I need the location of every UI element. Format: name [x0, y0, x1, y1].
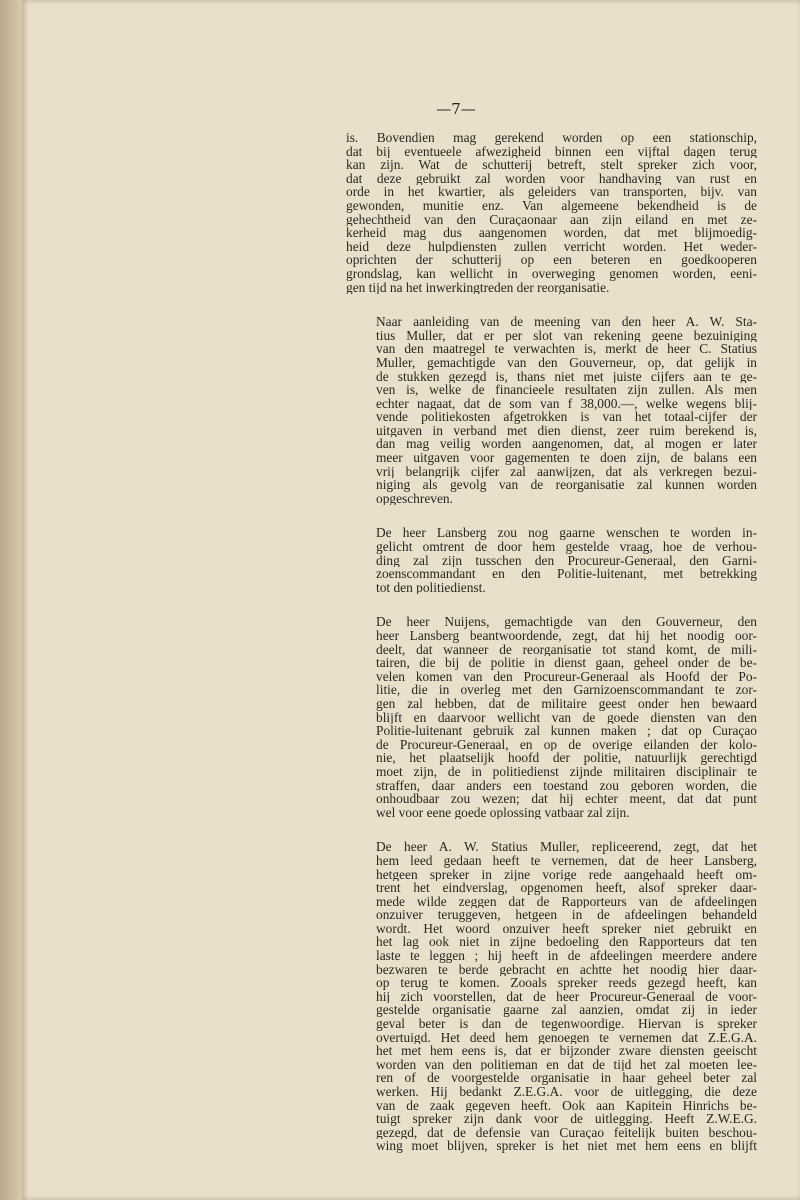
text-line: gezegd, dat de defensie van Curaçao feitelijk buiten beschou- [376, 1125, 757, 1140]
text-line: geval beter is dan de tegenwoordige. Hiervan is spreker [376, 1017, 757, 1031]
text-line: tairen, die bij de politie in dienst gaan, geheel onder de be- [376, 656, 757, 670]
text-line: is. Bovendien mag gerekend worden op een stationschip, [346, 131, 757, 145]
text-line: hem leed gedaan heeft te vernemen, dat de heer Lansberg, [376, 853, 757, 868]
text-line: gehechtheid van den Curaçaonaar aan zijn eiland en met ze- [346, 212, 757, 227]
text-line: de stukken gezegd is, thans niet met juiste cijfers aan te ge- [376, 369, 757, 384]
text-line: wing moet blijven, spreker is het niet met hem eens en blijft [376, 1139, 757, 1153]
page-edge [0, 0, 22, 1200]
text-line: moet zijn, de in politiedienst zijnde militairen disciplinair te [376, 764, 757, 779]
text-line: vrij belangrijk cijfer zal aanwijzen, dat als verkregen bezui- [376, 464, 757, 479]
text-line: dat bij eventueele afwezigheid binnen een vijftal dagen terug [346, 144, 757, 159]
text-line: gestelde organisatie gaarne zal aanzien, omdat zij in ieder [376, 1003, 757, 1018]
text-line: oprichten der schutterij op een beteren en goedkooperen [346, 253, 757, 267]
text-line: heid deze hulpdiensten zullen verricht worden. Het weder- [346, 239, 757, 254]
text-line: grondslag, kan wellicht in overweging genomen worden, eeni- [346, 266, 757, 281]
text-line: deelt, dat wanneer de reorganisatie tot stand komt, de mili- [376, 642, 757, 657]
text-line: Politie-luitenant gebruik zal kunnen maken ; dat op Curaçao [376, 724, 757, 738]
text-line: onzuiver teruggeven, hetgeen in de afdeelingen behandeld [376, 908, 757, 922]
text-line: tot den politiedienst. [376, 580, 486, 595]
text-line: het met hem eens is, dat er bijzonder zware diensten geeischt [376, 1044, 757, 1058]
text-line: bezwaren te berde gebracht en achtte het noodig hier daar- [376, 962, 757, 977]
text-line: straffen, daar anders een toestand zou geboren worden, die [376, 778, 757, 793]
text-line: het lag ook niet in zijne bedoeling den Rapporteurs dat ten [376, 935, 757, 950]
text-line: niging als gevolg van de reorganisatie zal kunnen worden [376, 478, 757, 492]
text-line: van de zaak gegeven heeft. Ook aan Kapitein Hinrichs be- [376, 1098, 757, 1113]
text-line: trent het eindverslag, opgenomen heeft, alsof spreker daar- [376, 881, 757, 895]
text-line: hetgeen spreker in zijne vorige rede aangehaald heeft om- [376, 867, 757, 882]
text-line: wel voor eene goede oplossing vatbaar zal zijn. [376, 805, 630, 820]
text-line: velen komen van den Procureur-Generaal als Hoofd der Po- [376, 669, 757, 684]
text-line: gen tijd na het inwerkingtreden der reorganisatie. [346, 280, 610, 295]
text-line: hij zich voorstellen, dat de heer Procureur-Generaal de voor- [376, 989, 757, 1004]
body-text [346, 131, 757, 1174]
text-line: worden van den politieman en dat de tijd het zal moeten lee- [376, 1057, 757, 1072]
text-line: laste te leggen ; hij heeft in de afdeelingen meerdere andere [376, 949, 757, 963]
text-line: De heer Nuijens, gemachtigde van den Gouverneur, den [376, 615, 757, 629]
text-line: vende politiekosten afgetrokken is van het totaal-cijfer der [376, 410, 757, 424]
text-line: dan mag veilig worden aangenomen, dat, al mogen er later [376, 437, 757, 452]
text-line: de Procureur-Generaal, en op de overige eilanden der kolo- [376, 737, 757, 752]
text-line: uitgaven in verband met dien dienst, zeer ruim berekend is, [376, 423, 757, 438]
text-line: blijft en daarvoor wellicht van de goede diensten van den [376, 710, 757, 725]
text-line: werken. Hij bedankt Z.E.G.A. voor de uitlegging, die deze [376, 1085, 757, 1099]
text-line: gen zal hebben, dat de militaire geest onder hen bewaard [376, 696, 757, 711]
paragraph-4 [346, 615, 757, 819]
text-line: overtuigd. Het deed hem genoegen te vernemen dat Z.E.G.A. [376, 1030, 757, 1045]
text-line: op terug te komen. Zooals spreker reeds gezegd heeft, kan [376, 976, 757, 990]
text-line: Naar aanleiding van de meening van den heer A. W. Sta- [376, 315, 757, 329]
text-line: ren of de voorgestelde organisatie in haar geheel beter zal [376, 1071, 757, 1085]
text-line: ding zal zijn tusschen den Procureur-Generaal, den Garni- [376, 553, 757, 568]
text-line: ven is, welke de financieele resultaten zijn zullen. Als men [376, 383, 757, 397]
text-line: dat deze gebruikt zal worden voor handhaving van rust en [346, 171, 757, 186]
text-line: gewonden, munitie enz. Van algemeene bekendheid is de [346, 198, 757, 213]
text-line: zoenscommandant en den Politie-luitenant, met betrekking [376, 567, 757, 581]
text-line: litie, die in overleg met den Garnizoenscommandant te zor- [376, 683, 757, 697]
text-line: Muller, gemachtigde van den Gouverneur, op, dat gelijk in [376, 355, 757, 370]
text-line: meer uitgaven voor gagementen te doen zijn, de balans een [376, 451, 757, 465]
text-line: van den maatregel te verwachten is, merkt de heer C. Statius [376, 342, 757, 356]
text-line: kerheid mag dus aangenomen worden, dat met blijmoedig- [346, 226, 757, 240]
text-line: tuigt spreker zijn dank voor de uitlegging. Heeft Z.W.E.G. [376, 1112, 757, 1126]
text-line: tius Muller, dat er per slot van rekening geene bezuiniging [376, 328, 757, 343]
text-line: mede wilde zeggen dat de Rapporteurs van de afdeelingen [376, 894, 757, 909]
text-line: onhoudbaar zou wezen; dat hij echter meent, dat dat punt [376, 792, 757, 806]
text-line: nie, het plaatselijk hoofd der politie, natuurlijk gerechtigd [376, 751, 757, 765]
text-line: orde in het kwartier, als geleiders van transporten, bijv. van [346, 185, 757, 199]
paragraph-2 [346, 315, 757, 505]
text-line: kan zijn. Wat de schutterij betreft, stelt spreker zich voor, [346, 158, 757, 172]
text-line: De heer Lansberg zou nog gaarne wenschen te worden in- [376, 526, 757, 541]
paragraph-5 [346, 840, 757, 1153]
paragraph-3 [346, 526, 757, 594]
page-number: —7— [436, 100, 476, 118]
paragraph-1 [346, 131, 757, 294]
text-line: De heer A. W. Statius Muller, repliceerend, zegt, dat het [376, 840, 757, 854]
text-line: wordt. Het woord onzuiver heeft spreker niet gebruikt en [376, 921, 757, 936]
text-line: heer Lansberg beantwoordende, zegt, dat hij het noodig oor- [376, 629, 757, 643]
text-line: gelicht omtrent de door hem gestelde vraag, hoe de verhou- [376, 540, 757, 554]
text-line: opgeschreven. [376, 491, 453, 506]
text-line: echter nagaat, dat de som van f 38,000.—, welke wegens blij- [376, 396, 757, 411]
